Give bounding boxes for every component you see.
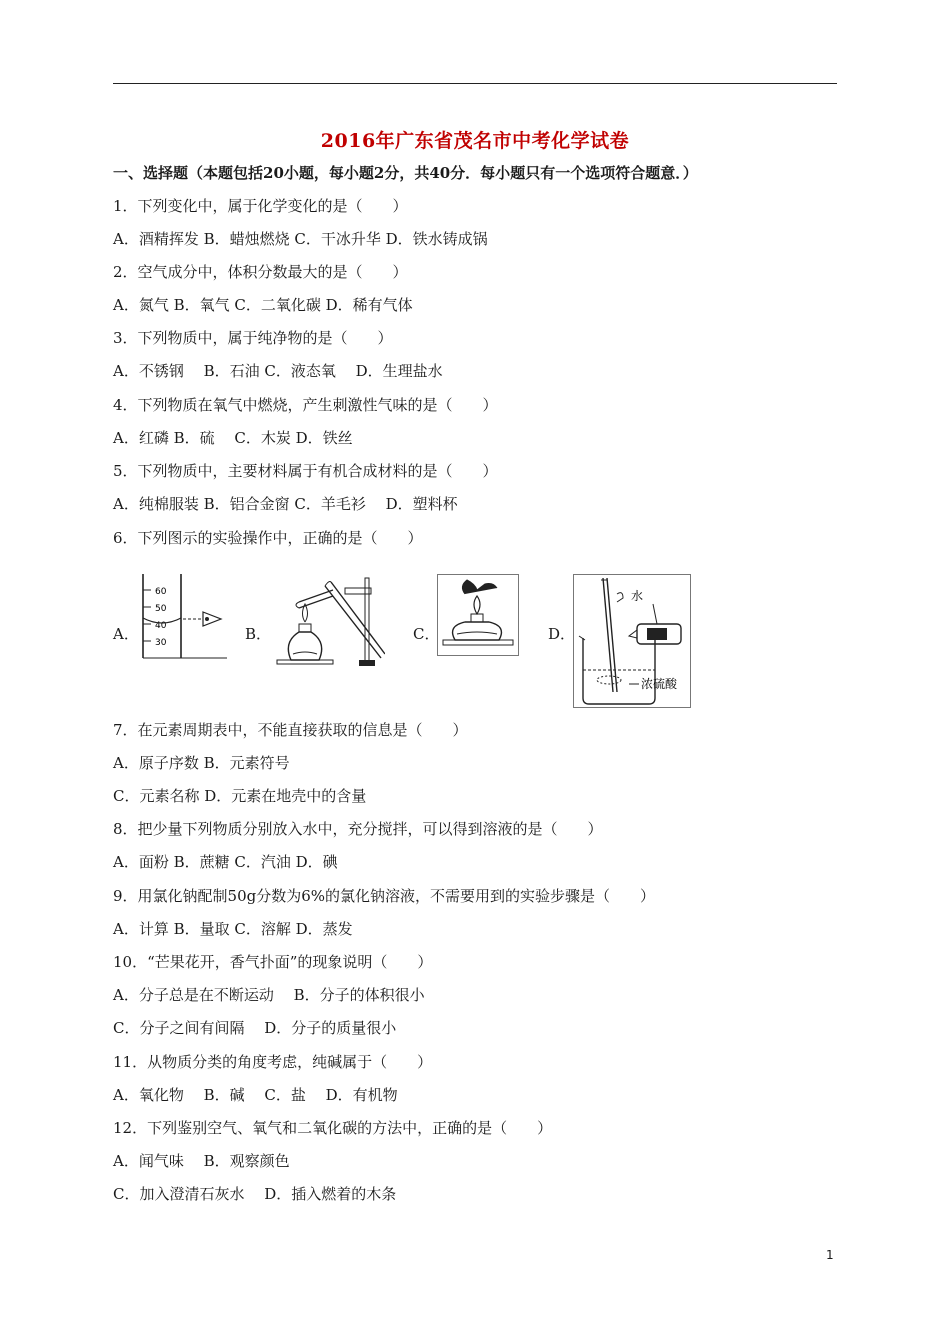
question-12-options-2: C．加入澄清石灰水 D．插入燃着的木条 xyxy=(113,1185,397,1203)
question-2: 2．空气成分中，体积分数最大的是（ ） xyxy=(113,263,408,281)
cylinder-tick-30: 30 xyxy=(155,638,167,648)
question-2-options: A．氮气 B．氧气 C．二氧化碳 D．稀有气体 xyxy=(113,296,413,314)
question-5: 5．下列物质中，主要材料属于有机合成材料的是（ ） xyxy=(113,462,498,480)
question-6-figures xyxy=(113,572,733,712)
question-5-options: A．纯棉服装 B．铝合金窗 C．羊毛衫 D．塑料杯 xyxy=(113,495,458,513)
cylinder-reading-figure xyxy=(137,574,231,660)
header-rule xyxy=(113,83,837,84)
figure-b-label: B． xyxy=(245,625,272,643)
dilution-figure xyxy=(573,574,691,708)
water-label: 水 xyxy=(631,589,644,603)
question-3-options: A．不锈钢 B．石油 C．液态氧 D．生理盐水 xyxy=(113,362,443,380)
question-3: 3．下列物质中，属于纯净物的是（ ） xyxy=(113,329,393,347)
question-9-options: A．计算 B．量取 C．溶解 D．蒸发 xyxy=(113,920,353,938)
question-10-options-1: A．分子总是在不断运动 B．分子的体积很小 xyxy=(113,986,425,1004)
question-4-options: A．红磷 B．硫 C．木炭 D．铁丝 xyxy=(113,429,353,447)
cylinder-tick-60: 60 xyxy=(155,587,167,597)
section-heading: 一、选择题（本题包括20小题，每小题2分，共40分．每小题只有一个选项符合题意．） xyxy=(113,164,698,182)
cylinder-tick-40: 40 xyxy=(155,621,167,631)
question-7-options-2: C．元素名称 D．元素在地壳中的含量 xyxy=(113,787,367,805)
question-10: 10．“芒果花开，香气扑面”的现象说明（ ） xyxy=(113,953,433,971)
question-7: 7．在元素周期表中，不能直接获取的信息是（ ） xyxy=(113,721,468,739)
question-10-options-2: C．分子之间有间隔 D．分子的质量很小 xyxy=(113,1019,397,1037)
question-4: 4．下列物质在氧气中燃烧，产生刺激性气味的是（ ） xyxy=(113,396,498,414)
concentrated-acid-label: 浓硫酸 xyxy=(641,677,678,691)
question-6: 6．下列图示的实验操作中，正确的是（ ） xyxy=(113,529,423,547)
question-7-options-1: A．原子序数 B．元素符号 xyxy=(113,754,290,772)
alcohol-lamp-figure xyxy=(437,574,519,656)
test-tube-heating-figure xyxy=(269,574,385,672)
question-8: 8．把少量下列物质分别放入水中，充分搅拌，可以得到溶液的是（ ） xyxy=(113,820,603,838)
question-12: 12．下列鉴别空气、氧气和二氧化碳的方法中，正确的是（ ） xyxy=(113,1119,553,1137)
figure-d-label: D． xyxy=(548,625,576,643)
figure-a-label: A． xyxy=(113,625,139,643)
question-11: 11．从物质分类的角度考虑，纯碱属于（ ） xyxy=(113,1053,433,1071)
figure-c-label: C． xyxy=(413,625,440,643)
question-8-options: A．面粉 B．蔗糖 C．汽油 D．碘 xyxy=(113,853,338,871)
question-11-options: A．氧化物 B．碱 C．盐 D．有机物 xyxy=(113,1086,398,1104)
question-1-options: A．酒精挥发 B．蜡烛燃烧 C．干冰升华 D．铁水铸成锅 xyxy=(113,230,488,248)
question-9: 9．用氯化钠配制50g分数为6%的氯化钠溶液，不需要用到的实验步骤是（ ） xyxy=(113,887,656,905)
page-number: 1 xyxy=(826,1248,834,1262)
cylinder-tick-50: 50 xyxy=(155,604,167,614)
question-1: 1．下列变化中，属于化学变化的是（ ） xyxy=(113,197,408,215)
exam-title: 2016年广东省茂名市中考化学试卷 xyxy=(320,130,630,152)
question-12-options-1: A．闻气味 B．观察颜色 xyxy=(113,1152,290,1170)
